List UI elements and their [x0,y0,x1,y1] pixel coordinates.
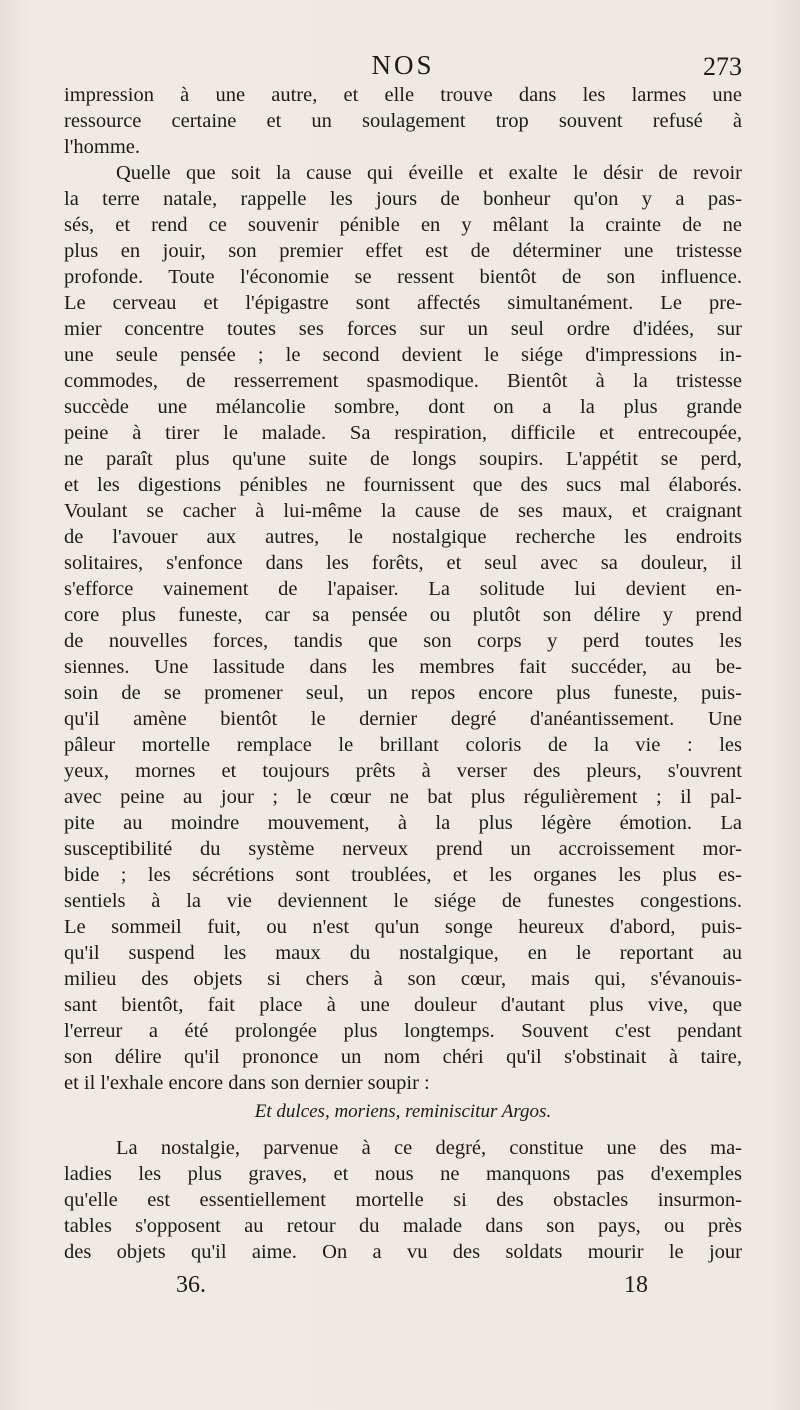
running-head: NOS [371,50,435,80]
text-line: sés, et rend ce souvenir pénible en y mêlant la crainte de ne [64,214,742,236]
text-line: pâleur mortelle remplace le brillant coloris de la vie : les [64,734,742,756]
text-line: ne paraît plus qu'une suite de longs soupirs. L'appétit se perd, [64,448,742,470]
page-header [64,50,742,84]
text-line: Le cerveau et l'épigastre sont affectés simultanément. Le pre- [64,292,742,314]
text-line: ladies les plus graves, et nous ne manquons pas d'exemples [64,1163,742,1185]
text-line: core plus funeste, car sa pensée ou plutôt son délire y prend [64,604,742,626]
text-line: susceptibilité du système nerveux prend un accroissement mor- [64,838,742,860]
body-text [64,82,742,1265]
text-line: avec peine au jour ; le cœur ne bat plus régulièrement ; il pal- [64,786,742,808]
text-line: peine à tirer le malade. Sa respiration, difficile et entrecoupée, [64,422,742,444]
signature-mark-volume: 36. [176,1272,206,1298]
text-line: pite au moindre mouvement, à la plus légère émotion. La [64,812,742,834]
text-line: tables s'opposent au retour du malade dans son pays, ou près [64,1215,742,1237]
text-line: mier concentre toutes ses forces sur un seul ordre d'idées, sur [64,318,742,340]
page-number: 273 [703,52,742,81]
text-line: La nostalgie, parvenue à ce degré, constitue une des ma- [116,1137,742,1159]
latin-quotation: Et dulces, moriens, reminiscitur Argos. [254,1101,552,1122]
text-line: son délire qu'il prononce un nom chéri qu'il s'obstinait à taire, [64,1046,742,1068]
page-footer [64,1272,742,1302]
text-line: s'efforce vainement de l'apaiser. La solitude lui devient en- [64,578,742,600]
text-line: sant bientôt, fait place à une douleur d'autant plus vive, que [64,994,742,1016]
text-line: soin de se promener seul, un repos encore plus funeste, puis- [64,682,742,704]
text-line: sentiels à la vie deviennent le siége de funestes congestions. [64,890,742,912]
text-line: l'homme. [64,136,141,158]
text-line: Voulant se cacher à lui-même la cause de ses maux, et craignant [64,500,742,522]
text-line: une seule pensée ; le second devient le siége d'impressions in- [64,344,742,366]
text-line: impression à une autre, et elle trouve dans les larmes une [64,84,742,106]
text-line: milieu des objets si chers à son cœur, mais qui, s'évanouis- [64,968,742,990]
text-line: qu'il suspend les maux du nostalgique, en le reportant au [64,942,742,964]
text-line: et les digestions pénibles ne fournissent que des sucs mal élaborés. [64,474,742,496]
text-line: ressource certaine et un soulagement trop souvent refusé à [64,110,742,132]
text-line: de nouvelles forces, tandis que son corps y perd toutes les [64,630,742,652]
text-line: solitaires, s'enfonce dans les forêts, et seul avec sa douleur, il [64,552,742,574]
text-line: et il l'exhale encore dans son dernier soupir : [64,1072,430,1094]
text-line: qu'elle est essentiellement mortelle si des obstacles insurmon- [64,1189,742,1211]
text-line: Le sommeil fuit, ou n'est qu'un songe heureux d'abord, puis- [64,916,742,938]
text-line: profonde. Toute l'économie se ressent bientôt de son influence. [64,266,742,288]
text-line: qu'il amène bientôt le dernier degré d'anéantissement. Une [64,708,742,730]
text-line: bide ; les sécrétions sont troublées, et les organes les plus es- [64,864,742,886]
text-line: plus en jouir, son premier effet est de déterminer une tristesse [64,240,742,262]
text-line: de l'avouer aux autres, le nostalgique recherche les endroits [64,526,742,548]
text-line: succède une mélancolie sombre, dont on a la plus grande [64,396,742,418]
text-line: Quelle que soit la cause qui éveille et exalte le désir de revoir [116,162,742,184]
text-line: yeux, mornes et toujours prêts à verser des pleurs, s'ouvrent [64,760,742,782]
text-line: commodes, de resserrement spasmodique. Bientôt à la tristesse [64,370,742,392]
signature-mark-gathering: 18 [624,1272,648,1298]
text-line: l'erreur a été prolongée plus longtemps. Souvent c'est pendant [64,1020,742,1042]
text-line: siennes. Une lassitude dans les membres fait succéder, au be- [64,656,742,678]
text-line: des objets qu'il aime. On a vu des soldats mourir le jour [64,1241,742,1263]
text-line: la terre natale, rappelle les jours de bonheur qu'on y a pas- [64,188,742,210]
